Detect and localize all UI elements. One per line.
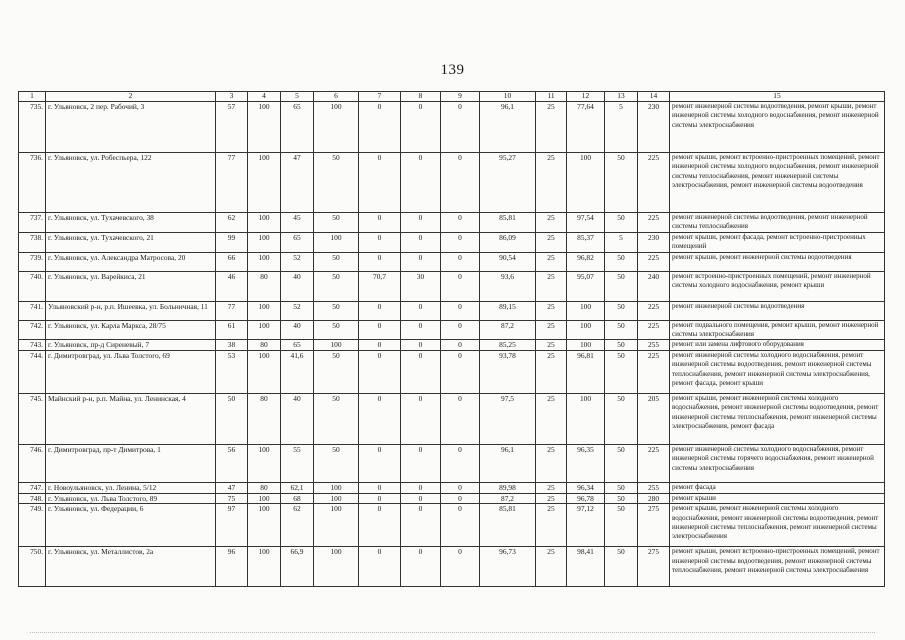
address-cell: Майнский р-н, р.п. Майна, ул. Ленинская, 4 [46,394,216,445]
value-col3: 62 [216,213,248,233]
value-col3: 56 [216,445,248,483]
table-row [19,504,885,547]
value-col7: 0 [359,340,401,351]
row-number: 744. [19,351,46,394]
value-col8: 30 [401,271,441,301]
address-cell: г. Ульяновск, ул. Металлистов, 2а [46,547,216,587]
value-col5: 68 [281,493,314,504]
value-col6: 100 [314,340,359,351]
value-col9: 0 [441,445,480,483]
value-col3: 46 [216,271,248,301]
value-col10: 93,6 [480,271,536,301]
value-col5: 52 [281,301,314,320]
page-number: 139 [440,62,465,78]
works-cell: ремонт инженерной системы холодного водоснабжения, ремонт инженерной системы горячего водоснабжения, ремонт инженерной системы электроснабжения [670,445,885,483]
value-col12: 100 [567,394,605,445]
value-col12: 98,41 [567,547,605,587]
value-col9: 0 [441,351,480,394]
value-col10: 87,2 [480,320,536,340]
value-col13: 50 [605,301,638,320]
value-col11: 25 [536,504,567,547]
value-col12: 97,54 [567,213,605,233]
works-cell: ремонт крыши, ремонт встроенно-пристроенных помещений, ремонт инженерной системы водоотведения, ремонт инженерной системы теплоснабжения, ремонт инженерной системы электроснабжения [670,547,885,587]
value-col10: 90,54 [480,252,536,271]
value-col5: 66,9 [281,547,314,587]
value-col14: 275 [638,504,670,547]
value-col3: 97 [216,504,248,547]
value-col9: 0 [441,153,480,213]
value-col6: 50 [314,252,359,271]
value-col7: 0 [359,102,401,153]
value-col11: 25 [536,320,567,340]
value-col10: 89,98 [480,483,536,494]
works-cell: ремонт фасада [670,483,885,494]
value-col10: 95,27 [480,153,536,213]
value-col4: 80 [248,340,281,351]
value-col14: 280 [638,493,670,504]
value-col11: 25 [536,301,567,320]
value-col7: 0 [359,320,401,340]
value-col14: 240 [638,271,670,301]
value-col5: 65 [281,340,314,351]
value-col5: 40 [281,394,314,445]
value-col9: 0 [441,493,480,504]
works-cell: ремонт инженерной системы водоотведения, ремонт инженерной системы теплоснабжения [670,213,885,233]
value-col12: 100 [567,301,605,320]
value-col4: 100 [248,232,281,252]
column-header: 1 [19,92,46,102]
value-col4: 80 [248,271,281,301]
value-col10: 93,78 [480,351,536,394]
value-col4: 100 [248,493,281,504]
value-col10: 96,1 [480,445,536,483]
table-row [19,301,885,320]
column-header: 2 [46,92,216,102]
value-col4: 100 [248,153,281,213]
value-col13: 50 [605,252,638,271]
value-col6: 50 [314,213,359,233]
works-cell: ремонт или замена лифтового оборудования [670,340,885,351]
value-col5: 52 [281,252,314,271]
works-cell: ремонт крыши, ремонт встроенно-пристроенных помещений, ремонт инженерной системы холодного водоснабжения, ремонт инженерной системы теплоснабжения, ремонт инженерной системы электроснабжения, ремонт инженерной системы водоотведения [670,153,885,213]
value-col9: 0 [441,320,480,340]
scan-edge-line [30,632,875,634]
value-col8: 0 [401,232,441,252]
column-header: 6 [314,92,359,102]
value-col12: 95,07 [567,271,605,301]
works-cell: ремонт подвального помещения, ремонт крыши, ремонт инженерной системы электроснабжения [670,320,885,340]
value-col14: 225 [638,252,670,271]
value-col4: 100 [248,301,281,320]
row-number: 738. [19,232,46,252]
value-col8: 0 [401,301,441,320]
column-header: 11 [536,92,567,102]
column-header: 10 [480,92,536,102]
value-col7: 0 [359,213,401,233]
value-col5: 65 [281,102,314,153]
value-col12: 96,82 [567,252,605,271]
row-number: 741. [19,301,46,320]
value-col8: 0 [401,351,441,394]
column-header: 5 [281,92,314,102]
row-number: 746. [19,445,46,483]
value-col4: 100 [248,445,281,483]
value-col11: 25 [536,340,567,351]
value-col4: 100 [248,547,281,587]
row-number: 739. [19,252,46,271]
value-col8: 0 [401,394,441,445]
value-col6: 50 [314,271,359,301]
value-col11: 25 [536,547,567,587]
value-col7: 0 [359,504,401,547]
value-col10: 86,09 [480,232,536,252]
value-col13: 50 [605,394,638,445]
value-col4: 100 [248,504,281,547]
value-col11: 25 [536,271,567,301]
value-col6: 100 [314,232,359,252]
value-col8: 0 [401,504,441,547]
value-col14: 275 [638,547,670,587]
address-cell: г. Ульяновск, ул. Тухачевского, 21 [46,232,216,252]
value-col5: 40 [281,320,314,340]
value-col12: 96,34 [567,483,605,494]
column-header: 7 [359,92,401,102]
value-col10: 97,5 [480,394,536,445]
table-row [19,252,885,271]
row-number: 742. [19,320,46,340]
value-col8: 0 [401,102,441,153]
value-col5: 55 [281,445,314,483]
value-col9: 0 [441,213,480,233]
column-number-row [19,92,885,102]
address-cell: г. Ульяновск, ул. Карла Маркса, 28/75 [46,320,216,340]
works-cell: ремонт инженерной системы водоотведения [670,301,885,320]
value-col13: 5 [605,102,638,153]
value-col10: 89,15 [480,301,536,320]
value-col7: 0 [359,301,401,320]
value-col13: 50 [605,351,638,394]
table-row [19,394,885,445]
row-number: 745. [19,394,46,445]
value-col3: 75 [216,493,248,504]
row-number: 743. [19,340,46,351]
value-col6: 100 [314,504,359,547]
value-col10: 85,25 [480,340,536,351]
value-col10: 96,73 [480,547,536,587]
value-col13: 50 [605,320,638,340]
value-col13: 50 [605,445,638,483]
value-col8: 0 [401,252,441,271]
address-cell: г. Ульяновск, 2 пер. Рабочий, 3 [46,102,216,153]
value-col5: 40 [281,271,314,301]
value-col10: 87,2 [480,493,536,504]
value-col6: 50 [314,320,359,340]
value-col6: 50 [314,153,359,213]
value-col5: 62,1 [281,483,314,494]
address-cell: г. Ульяновск, ул. Робеспьера, 122 [46,153,216,213]
value-col3: 57 [216,102,248,153]
value-col7: 0 [359,483,401,494]
works-cell: ремонт инженерной системы водоотведения, ремонт крыши, ремонт инженерной системы холодного водоснабжения, ремонт инженерной системы электроснабжения [670,102,885,153]
value-col12: 97,12 [567,504,605,547]
value-col3: 66 [216,252,248,271]
value-col8: 0 [401,483,441,494]
register-table [18,91,885,587]
address-cell: г. Димитровград, ул. Льва Толстого, 69 [46,351,216,394]
value-col5: 41,6 [281,351,314,394]
value-col7: 70,7 [359,271,401,301]
value-col12: 100 [567,320,605,340]
value-col14: 225 [638,351,670,394]
column-header: 9 [441,92,480,102]
value-col12: 100 [567,153,605,213]
value-col14: 225 [638,320,670,340]
works-cell: ремонт крыши, ремонт инженерной системы холодного водоснабжения, ремонт инженерной системы водоотведения, ремонт инженерной системы теплоснабжения, ремонт инженерной системы электроснабжения [670,504,885,547]
value-col8: 0 [401,493,441,504]
value-col10: 85,81 [480,213,536,233]
value-col4: 100 [248,102,281,153]
column-header: 13 [605,92,638,102]
value-col13: 50 [605,493,638,504]
value-col9: 0 [441,271,480,301]
value-col11: 25 [536,252,567,271]
address-cell: г. Ульяновск, ул. Тухачевского, 38 [46,213,216,233]
value-col7: 0 [359,351,401,394]
works-cell: ремонт встроенно-пристроенных помещений, ремонт инженерной системы холодного водоснабжения, ремонт крыши [670,271,885,301]
value-col3: 96 [216,547,248,587]
value-col12: 96,81 [567,351,605,394]
value-col5: 65 [281,232,314,252]
value-col14: 230 [638,102,670,153]
value-col4: 80 [248,483,281,494]
table-body [19,102,885,587]
table-row [19,232,885,252]
table-row [19,320,885,340]
value-col11: 25 [536,483,567,494]
address-cell: г. Ульяновск, пр-д Сиреневый, 7 [46,340,216,351]
value-col3: 50 [216,394,248,445]
value-col9: 0 [441,394,480,445]
works-cell: ремонт инженерной системы холодного водоснабжения, ремонт инженерной системы водоотведения, ремонт инженерной системы теплоснабжения, ремонт инженерной системы электроснабжения, ремонт фасада, ремонт крыши [670,351,885,394]
value-col3: 38 [216,340,248,351]
value-col14: 225 [638,153,670,213]
value-col14: 255 [638,340,670,351]
table-row [19,351,885,394]
value-col4: 100 [248,213,281,233]
value-col8: 0 [401,213,441,233]
value-col14: 225 [638,445,670,483]
value-col4: 100 [248,320,281,340]
value-col12: 96,78 [567,493,605,504]
value-col8: 0 [401,547,441,587]
value-col14: 225 [638,213,670,233]
row-number: 747. [19,483,46,494]
column-header: 14 [638,92,670,102]
value-col13: 50 [605,504,638,547]
table-row [19,493,885,504]
value-col5: 45 [281,213,314,233]
value-col13: 50 [605,483,638,494]
value-col7: 0 [359,493,401,504]
value-col3: 77 [216,301,248,320]
row-number: 736. [19,153,46,213]
value-col9: 0 [441,301,480,320]
table-row [19,340,885,351]
value-col4: 100 [248,351,281,394]
row-number: 737. [19,213,46,233]
value-col13: 50 [605,340,638,351]
column-header: 8 [401,92,441,102]
table-row [19,483,885,494]
column-header: 12 [567,92,605,102]
address-cell: Ульяновский р-н, р.п. Ишеевка, ул. Больничная, 11 [46,301,216,320]
value-col6: 100 [314,547,359,587]
value-col8: 0 [401,340,441,351]
value-col8: 0 [401,445,441,483]
value-col11: 25 [536,493,567,504]
value-col7: 0 [359,232,401,252]
value-col9: 0 [441,252,480,271]
table-row [19,153,885,213]
value-col3: 61 [216,320,248,340]
value-col14: 230 [638,232,670,252]
value-col4: 100 [248,252,281,271]
value-col11: 25 [536,213,567,233]
row-number: 735. [19,102,46,153]
value-col7: 0 [359,252,401,271]
value-col10: 96,1 [480,102,536,153]
value-col11: 25 [536,102,567,153]
value-col6: 100 [314,102,359,153]
value-col13: 50 [605,153,638,213]
table-row [19,102,885,153]
column-header: 15 [670,92,885,102]
value-col11: 25 [536,351,567,394]
value-col6: 50 [314,394,359,445]
value-col3: 99 [216,232,248,252]
value-col6: 50 [314,301,359,320]
address-cell: г. Ульяновск, ул. Александра Матросова, 20 [46,252,216,271]
value-col11: 25 [536,153,567,213]
table-row [19,213,885,233]
value-col7: 0 [359,394,401,445]
value-col9: 0 [441,483,480,494]
value-col6: 100 [314,483,359,494]
value-col9: 0 [441,340,480,351]
value-col9: 0 [441,102,480,153]
works-cell: ремонт крыши, ремонт инженерной системы водоотведения [670,252,885,271]
row-number: 740. [19,271,46,301]
value-col14: 205 [638,394,670,445]
row-number: 748. [19,493,46,504]
value-col14: 255 [638,483,670,494]
value-col7: 0 [359,547,401,587]
value-col8: 0 [401,320,441,340]
table-row [19,445,885,483]
value-col13: 50 [605,547,638,587]
value-col9: 0 [441,547,480,587]
value-col4: 80 [248,394,281,445]
value-col3: 77 [216,153,248,213]
value-col7: 0 [359,445,401,483]
address-cell: г. Ульяновск, ул. Варейкиса, 21 [46,271,216,301]
column-header: 3 [216,92,248,102]
value-col7: 0 [359,153,401,213]
value-col10: 85,81 [480,504,536,547]
value-col13: 50 [605,271,638,301]
value-col3: 53 [216,351,248,394]
value-col14: 225 [638,301,670,320]
value-col6: 50 [314,445,359,483]
value-col11: 25 [536,394,567,445]
address-cell: г. Ульяновск, ул. Федерации, 6 [46,504,216,547]
value-col6: 100 [314,493,359,504]
works-cell: ремонт крыши, ремонт фасада, ремонт встроенно-пристроенных помещений [670,232,885,252]
value-col11: 25 [536,232,567,252]
address-cell: г. Новоульяновск, ул. Ленина, 5/12 [46,483,216,494]
value-col5: 47 [281,153,314,213]
value-col9: 0 [441,504,480,547]
table-row [19,271,885,301]
table-row [19,547,885,587]
row-number: 750. [19,547,46,587]
value-col8: 0 [401,153,441,213]
works-cell: ремонт крыши, ремонт инженерной системы холодного водоснабжения, ремонт инженерной системы водоотведения, ремонт инженерной системы теплоснабжения, ремонт инженерной системы электроснабжения, ремонт фасада [670,394,885,445]
value-col12: 100 [567,340,605,351]
value-col12: 85,37 [567,232,605,252]
column-header: 4 [248,92,281,102]
address-cell: г. Димитровград, пр-т Димитрова, 1 [46,445,216,483]
value-col11: 25 [536,445,567,483]
value-col9: 0 [441,232,480,252]
works-cell: ремонт крыши [670,493,885,504]
row-number: 749. [19,504,46,547]
value-col3: 47 [216,483,248,494]
value-col13: 50 [605,213,638,233]
value-col12: 96,35 [567,445,605,483]
address-cell: г. Ульяновск, ул. Льва Толстого, 89 [46,493,216,504]
value-col13: 5 [605,232,638,252]
value-col12: 77,64 [567,102,605,153]
value-col5: 62 [281,504,314,547]
value-col6: 50 [314,351,359,394]
